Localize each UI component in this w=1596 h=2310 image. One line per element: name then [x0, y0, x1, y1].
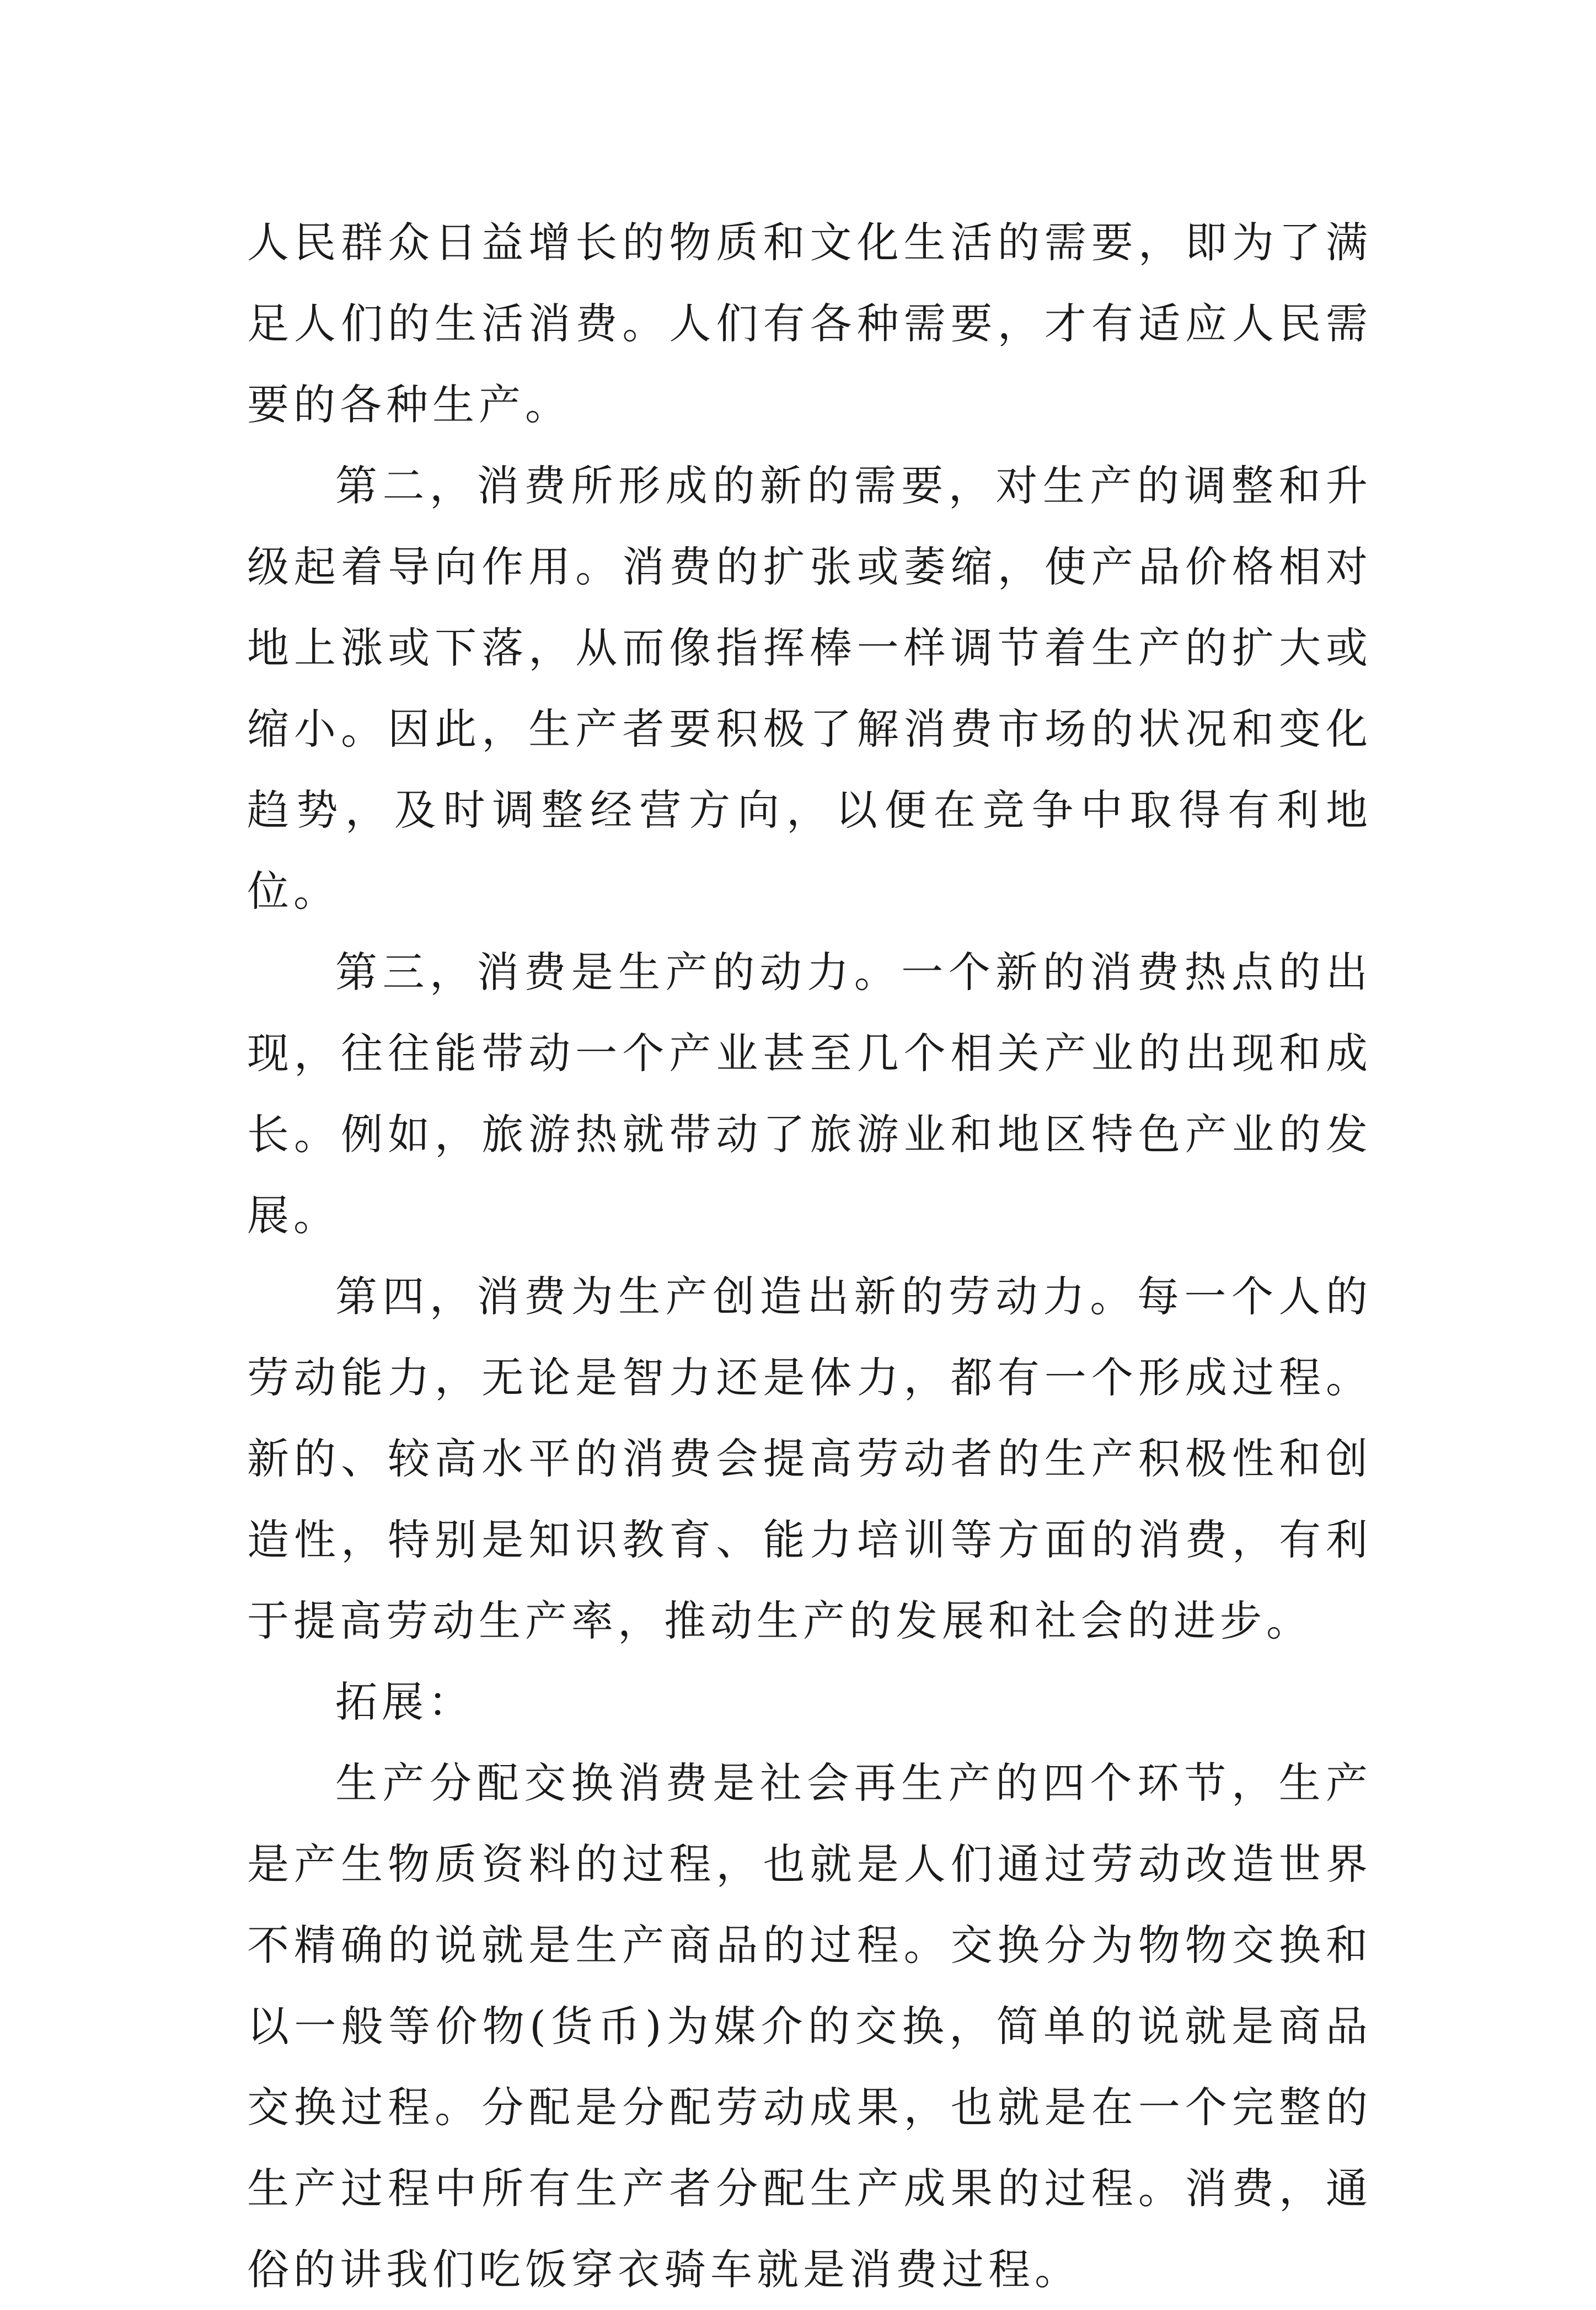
paragraph-continuation: 人民群众日益增长的物质和文化生活的需要，即为了满足人们的生活消费。人们有各种需要，才有适应人民需要的各种生产。: [247, 218, 1372, 429]
paragraph-fourth-point: 第四，消费为生产创造出新的劳动力。每一个人的劳动能力，无论是智力还是体力，都有一个形成过程。新的、较高水平的消费会提高劳动者的生产积极性和创造性，特别是知识教育、能力培训等方面的消费，有利于提高劳动生产率，推动生产的发展和社会的进步。: [247, 1272, 1372, 1645]
paragraph-extension-heading: 拓展：: [335, 1677, 474, 1726]
paragraph-second-point: 第二，消费所形成的新的需要，对生产的调整和升级起着导向作用。消费的扩张或萎缩，使产品价格相对地上涨或下落，从而像指挥棒一样调节着生产的扩大或缩小。因此，生产者要积极了解消费市场的状况和变化趋势，及时调整经营方向，以便在竞争中取得有利地位。: [247, 461, 1372, 916]
paragraph-extension-body: 生产分配交换消费是社会再生产的四个环节，生产是产生物质资料的过程，也就是人们通过劳动改造世界不精确的说就是生产商品的过程。交换分为物物交换和以一般等价物(货币)为媒介的交换，简单的说就是商品交换过程。分配是分配劳动成果，也就是在一个完整的生产过程中所有生产者分配生产成果的过程。消费，通俗的讲我们吃饭穿衣骑车就是消费过程。: [247, 1758, 1372, 2294]
document-body: [247, 202, 1372, 2310]
paragraph-third-point: 第三，消费是生产的动力。一个新的消费热点的出现，往往能带动一个产业甚至几个相关产业的出现和成长。例如，旅游热就带动了旅游业和地区特色产业的发展。: [247, 948, 1372, 1240]
